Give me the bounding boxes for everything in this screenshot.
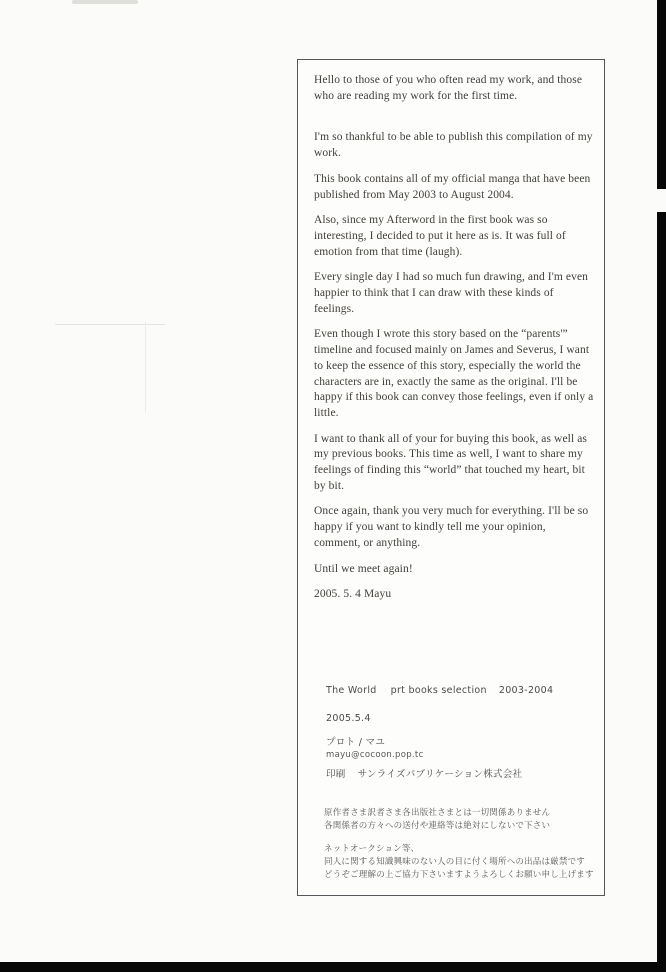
disclaimer-line: どうぞご理解の上ご協力下さいますようよろしくお願い申し上げます bbox=[324, 870, 594, 880]
printer-label: 印刷 bbox=[326, 769, 346, 780]
afterword-page bbox=[297, 59, 605, 896]
disclaimer bbox=[324, 807, 594, 882]
scan-artifact bbox=[55, 324, 165, 325]
afterword-signature: 2005. 5. 4 Mayu bbox=[314, 588, 392, 601]
afterword-closing: Until we meet again! bbox=[314, 562, 413, 575]
disclaimer-line: 各関係者の方々への送付や連絡等は絶対にしないで下さい bbox=[324, 821, 551, 831]
printer-name: サンライズパブリケーション株式会社 bbox=[357, 769, 523, 780]
scan-edge-bottom bbox=[0, 962, 666, 972]
disclaimer-line: ネットオークション等、 bbox=[324, 844, 420, 854]
afterword-letter bbox=[314, 73, 595, 613]
afterword-paragraph: Once again, thank you very much for everything. I'll be so happy if you want to kindly tell me your opinion, comment, or anything. bbox=[314, 505, 589, 549]
publication-date: 2005.5.4 bbox=[326, 713, 371, 724]
disclaimer-line: 同人に関する知識興味のない人の目に付く場所への出品は厳禁です bbox=[324, 857, 586, 867]
afterword-paragraph: Hello to those of you who often read my work, and those who are reading my work for the first time. bbox=[314, 74, 583, 102]
scan-artifact bbox=[72, 0, 138, 4]
book-subtitle: prt books selection bbox=[390, 685, 487, 696]
contact-email: mayu@cocoon.pop.tc bbox=[326, 750, 424, 760]
printer-line bbox=[326, 768, 553, 781]
afterword-paragraph: Even though I wrote this story based on the “parents'” timeline and focused mainly on James and Severus, I want to keep the essence of this story, especially the world the characters are in, exactly the same as the original. I'll be happy if this book can convey those feelings, even if only a little. bbox=[314, 328, 594, 419]
scan-edge-right bbox=[657, 0, 666, 189]
book-years: 2003-2004 bbox=[498, 685, 554, 696]
disclaimer-line: 原作者さま訳者さま各出版社さまとは一切関係ありません bbox=[324, 808, 551, 818]
book-title: The World bbox=[326, 685, 377, 696]
afterword-paragraph: I'm so thankful to be able to publish this compilation of my work. bbox=[314, 131, 593, 160]
scan-edge-right bbox=[657, 212, 666, 972]
afterword-paragraph: Also, since my Afterword in the first book was so interesting, I decided to put it here as is. It was full of emotion from that time (laugh). bbox=[314, 214, 566, 258]
colophon bbox=[326, 684, 553, 781]
colophon-title-line bbox=[326, 684, 553, 697]
afterword-paragraph: Every single day I had so much fun drawing, and I'm even happier to think that I can draw with these kinds of feelings. bbox=[314, 271, 589, 315]
circle-name: プロト / マユ bbox=[326, 737, 386, 748]
afterword-paragraph: I want to thank all of your for buying this book, as well as my previous books. This time as well, I want to share my feelings of finding this “world” that touched my heart, bit by bit. bbox=[314, 432, 588, 492]
disclaimer-block-auction bbox=[324, 843, 594, 882]
disclaimer-block-relations bbox=[324, 807, 594, 833]
afterword-paragraph: This book contains all of my official manga that have been published from May 2003 to August 2004. bbox=[314, 172, 591, 201]
scan-artifact bbox=[145, 322, 146, 412]
